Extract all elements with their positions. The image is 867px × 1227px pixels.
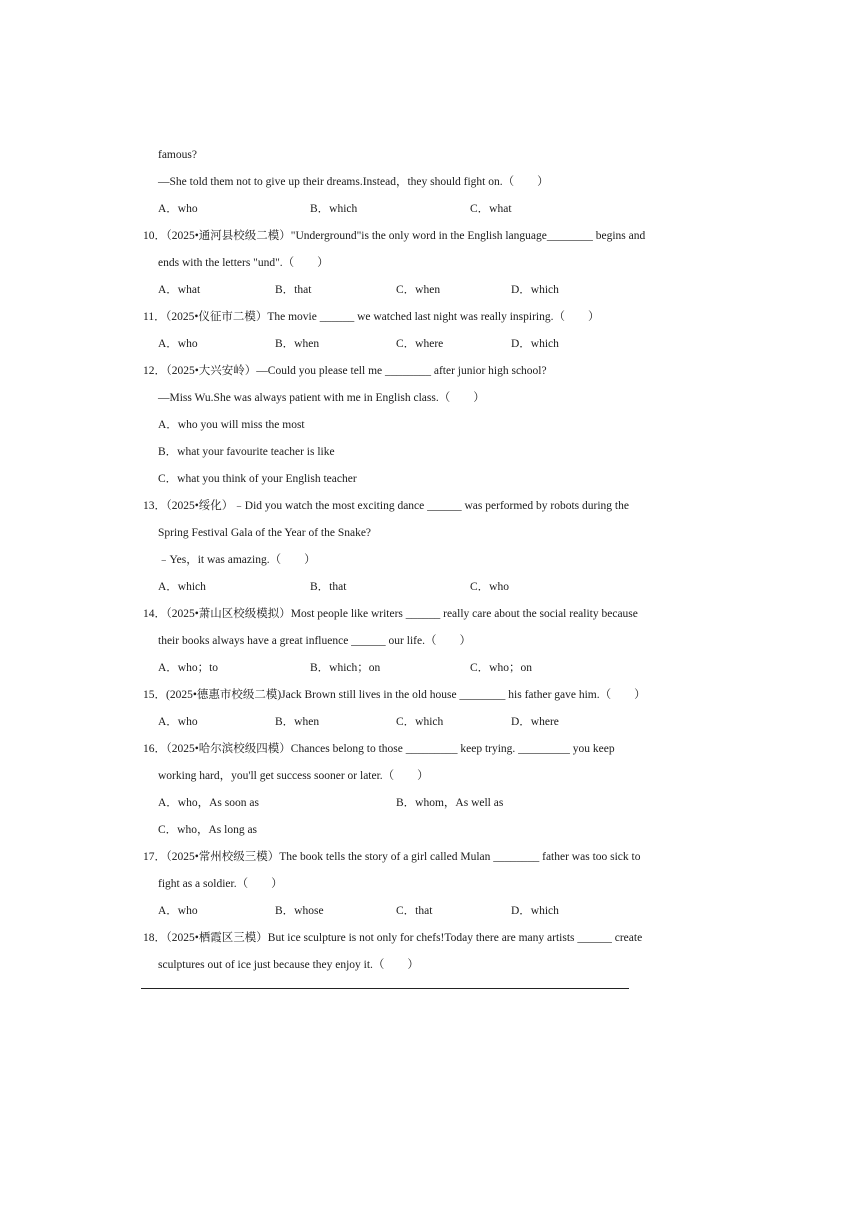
q13-line-2: Spring Festival Gala of the Year of the Snake?: [158, 527, 372, 539]
q10-option-b: B．that: [275, 284, 312, 296]
q17-line-2: fight as a soldier.（ ）: [158, 878, 283, 890]
q14-line-1: 14．（2025•萧山区校级模拟）Most people like writers ______ really care about the social reality because: [143, 608, 638, 620]
q14-option-c: C．who；on: [470, 662, 532, 674]
q16-line-2: working hard，you'll get success sooner or later.（ ）: [158, 770, 429, 782]
q13-option-b: B．that: [310, 581, 347, 593]
q18-line-1: 18．（2025•栖霞区三模）But ice sculpture is not only for chefs!Today there are many artists ______ create: [143, 932, 643, 944]
q15-option-c: C．which: [396, 716, 444, 728]
q10-option-c: C．when: [396, 284, 441, 296]
q17-option-b: B．whose: [275, 905, 324, 917]
q11-option-c: C．where: [396, 338, 444, 350]
q9-line-2: —She told them not to give up their dreams.Instead，they should fight on.（ ）: [158, 176, 549, 188]
q12-line-1: 12．（2025•大兴安岭）—Could you please tell me ________ after junior high school?: [143, 365, 547, 377]
q10-option-a: A．what: [158, 284, 201, 296]
q13-option-c: C．who: [470, 581, 509, 593]
q12-option-b: B．what your favourite teacher is like: [158, 446, 335, 458]
q10-line-2: ends with the letters "und".（ ）: [158, 257, 329, 269]
footer-divider: [141, 988, 629, 989]
q18-line-2: sculptures out of ice just because they enjoy it.（ ）: [158, 959, 419, 971]
q13-line-1: 13．（2025•绥化）﹣Did you watch the most exciting dance ______ was performed by robots during the: [143, 500, 629, 512]
q17-option-a: A．who: [158, 905, 198, 917]
q14-line-2: their books always have a great influence ______ our life.（ ）: [158, 635, 471, 647]
q10-option-d: D．which: [511, 284, 559, 296]
q12-option-a: A．who you will miss the most: [158, 419, 305, 431]
q12-line-2: —Miss Wu.She was always patient with me in English class.（ ）: [158, 392, 485, 404]
q9-line-1: famous?: [158, 149, 197, 161]
q15-line-1: 15．(2025•德惠市校级二模)Jack Brown still lives in the old house ________ his father gave him.（ ）: [143, 689, 646, 701]
q17-option-c: C．that: [396, 905, 433, 917]
q17-line-1: 17．（2025•常州校级三模）The book tells the story of a girl called Mulan ________ father was too sick to: [143, 851, 641, 863]
q14-option-b: B．which；on: [310, 662, 381, 674]
q11-line-1: 11．（2025•仪征市二模）The movie ______ we watched last night was really inspiring.（ ）: [143, 311, 600, 323]
q15-option-d: D．where: [511, 716, 559, 728]
q10-line-1: 10．（2025•通河县校级二模）"Underground"is the only word in the English language________ begins and: [143, 230, 646, 242]
q14-option-a: A．who；to: [158, 662, 219, 674]
q11-option-d: D．which: [511, 338, 559, 350]
q12-option-c: C．what you think of your English teacher: [158, 473, 357, 485]
q16-line-1: 16．（2025•哈尔滨校级四模）Chances belong to those _________ keep trying. _________ you keep: [143, 743, 615, 755]
q9-option-b: B．which: [310, 203, 358, 215]
q16-option-a: A．who，As soon as: [158, 797, 259, 809]
q15-option-a: A．who: [158, 716, 198, 728]
q16-option-c: C．who，As long as: [158, 824, 258, 836]
q11-option-b: B．when: [275, 338, 320, 350]
q13-line-3: ﹣Yes，it was amazing.（ ）: [158, 554, 316, 566]
q15-option-b: B．when: [275, 716, 320, 728]
q17-option-d: D．which: [511, 905, 559, 917]
q9-option-c: C．what: [470, 203, 512, 215]
q13-option-a: A．which: [158, 581, 206, 593]
q9-option-a: A．who: [158, 203, 198, 215]
q16-option-b: B．whom，As well as: [396, 797, 504, 809]
q11-option-a: A．who: [158, 338, 198, 350]
